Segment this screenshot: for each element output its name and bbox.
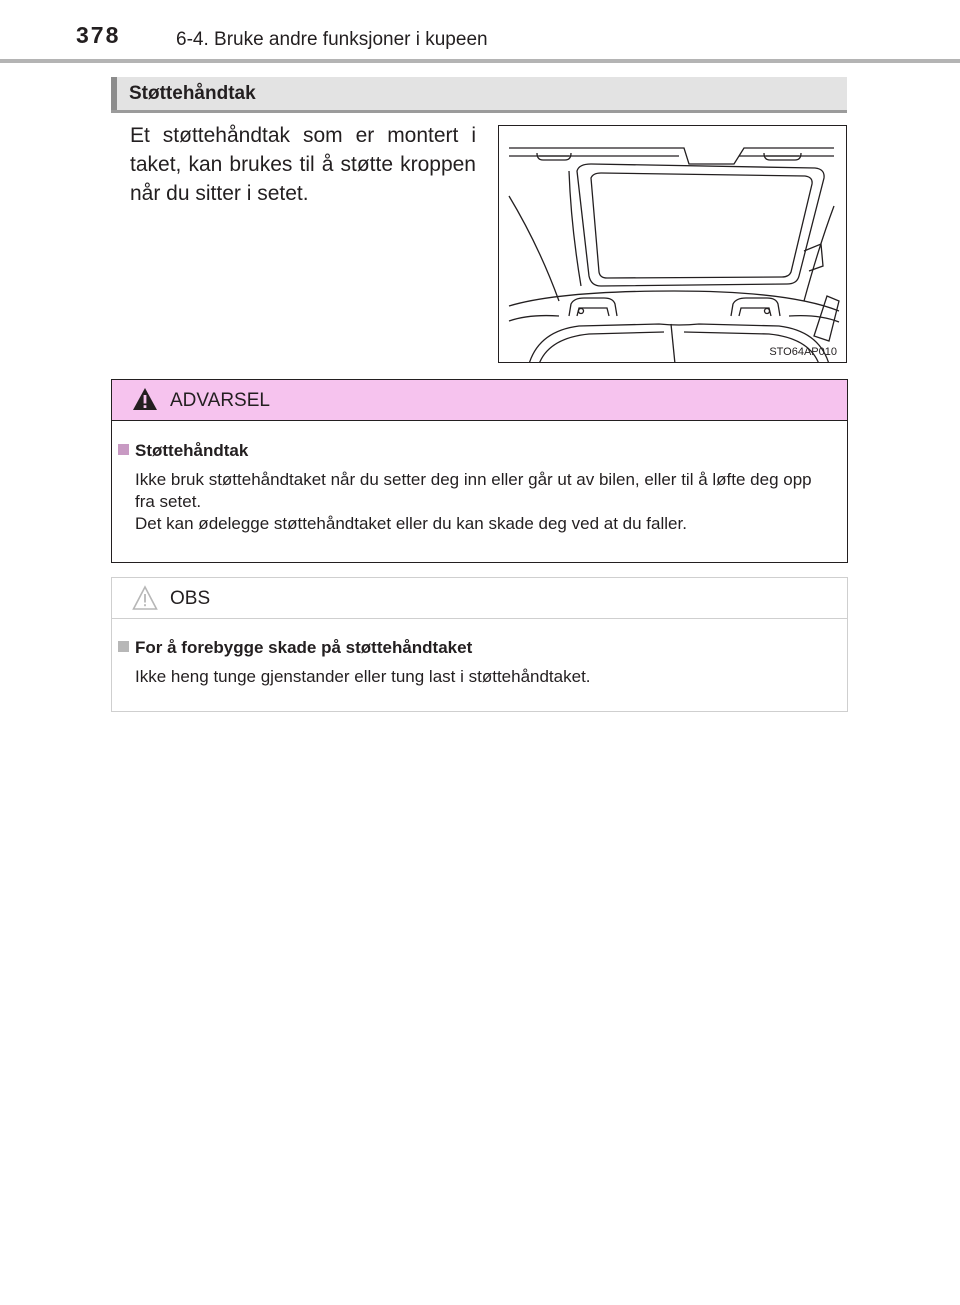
caution-text-line: Ikke heng tunge gjenstander eller tung last i støttehåndtaket.	[135, 667, 591, 686]
caution-triangle-outline-icon	[132, 585, 158, 616]
warning-header	[112, 380, 847, 421]
caution-item-body	[135, 666, 835, 688]
front-grip-right	[731, 298, 780, 316]
warning-item-title: Støttehåndtak	[118, 441, 248, 461]
front-grip-left	[569, 298, 617, 316]
chapter-title: 6-4. Bruke andre funksjoner i kupeen	[176, 29, 488, 50]
warning-box	[111, 379, 848, 563]
page-number: 378	[76, 22, 121, 48]
bullet-square-icon	[118, 641, 129, 652]
caution-box	[111, 577, 848, 712]
caution-header	[112, 578, 847, 619]
intro-paragraph: Et støttehåndtak som er montert i taket, kan brukes til å støtte kroppen når du sitter i setet.	[130, 124, 476, 205]
sunroof-outer	[577, 164, 824, 286]
warning-item-body	[135, 469, 835, 535]
header-divider	[0, 59, 960, 63]
warning-triangle-icon	[132, 387, 158, 416]
illustration-code: STO64AP010	[769, 346, 837, 358]
warning-label: ADVARSEL	[170, 390, 270, 411]
section-title: Støttehåndtak	[111, 77, 847, 110]
caution-item-title: For å forebygge skade på støttehåndtaket	[118, 638, 472, 658]
warning-text-line: Ikke bruk støttehåndtaket når du setter deg inn eller går ut av bilen, eller til å løfte deg opp fra setet.	[135, 470, 812, 511]
warning-text-line: Det kan ødelegge støttehåndtaket eller du kan skade deg ved at du faller.	[135, 514, 687, 533]
assist-grip-illustration	[498, 125, 847, 363]
bullet-square-icon	[118, 444, 129, 455]
roof-interior-drawing	[499, 126, 847, 363]
caution-label: OBS	[170, 588, 211, 609]
sunroof-inner	[591, 173, 812, 278]
